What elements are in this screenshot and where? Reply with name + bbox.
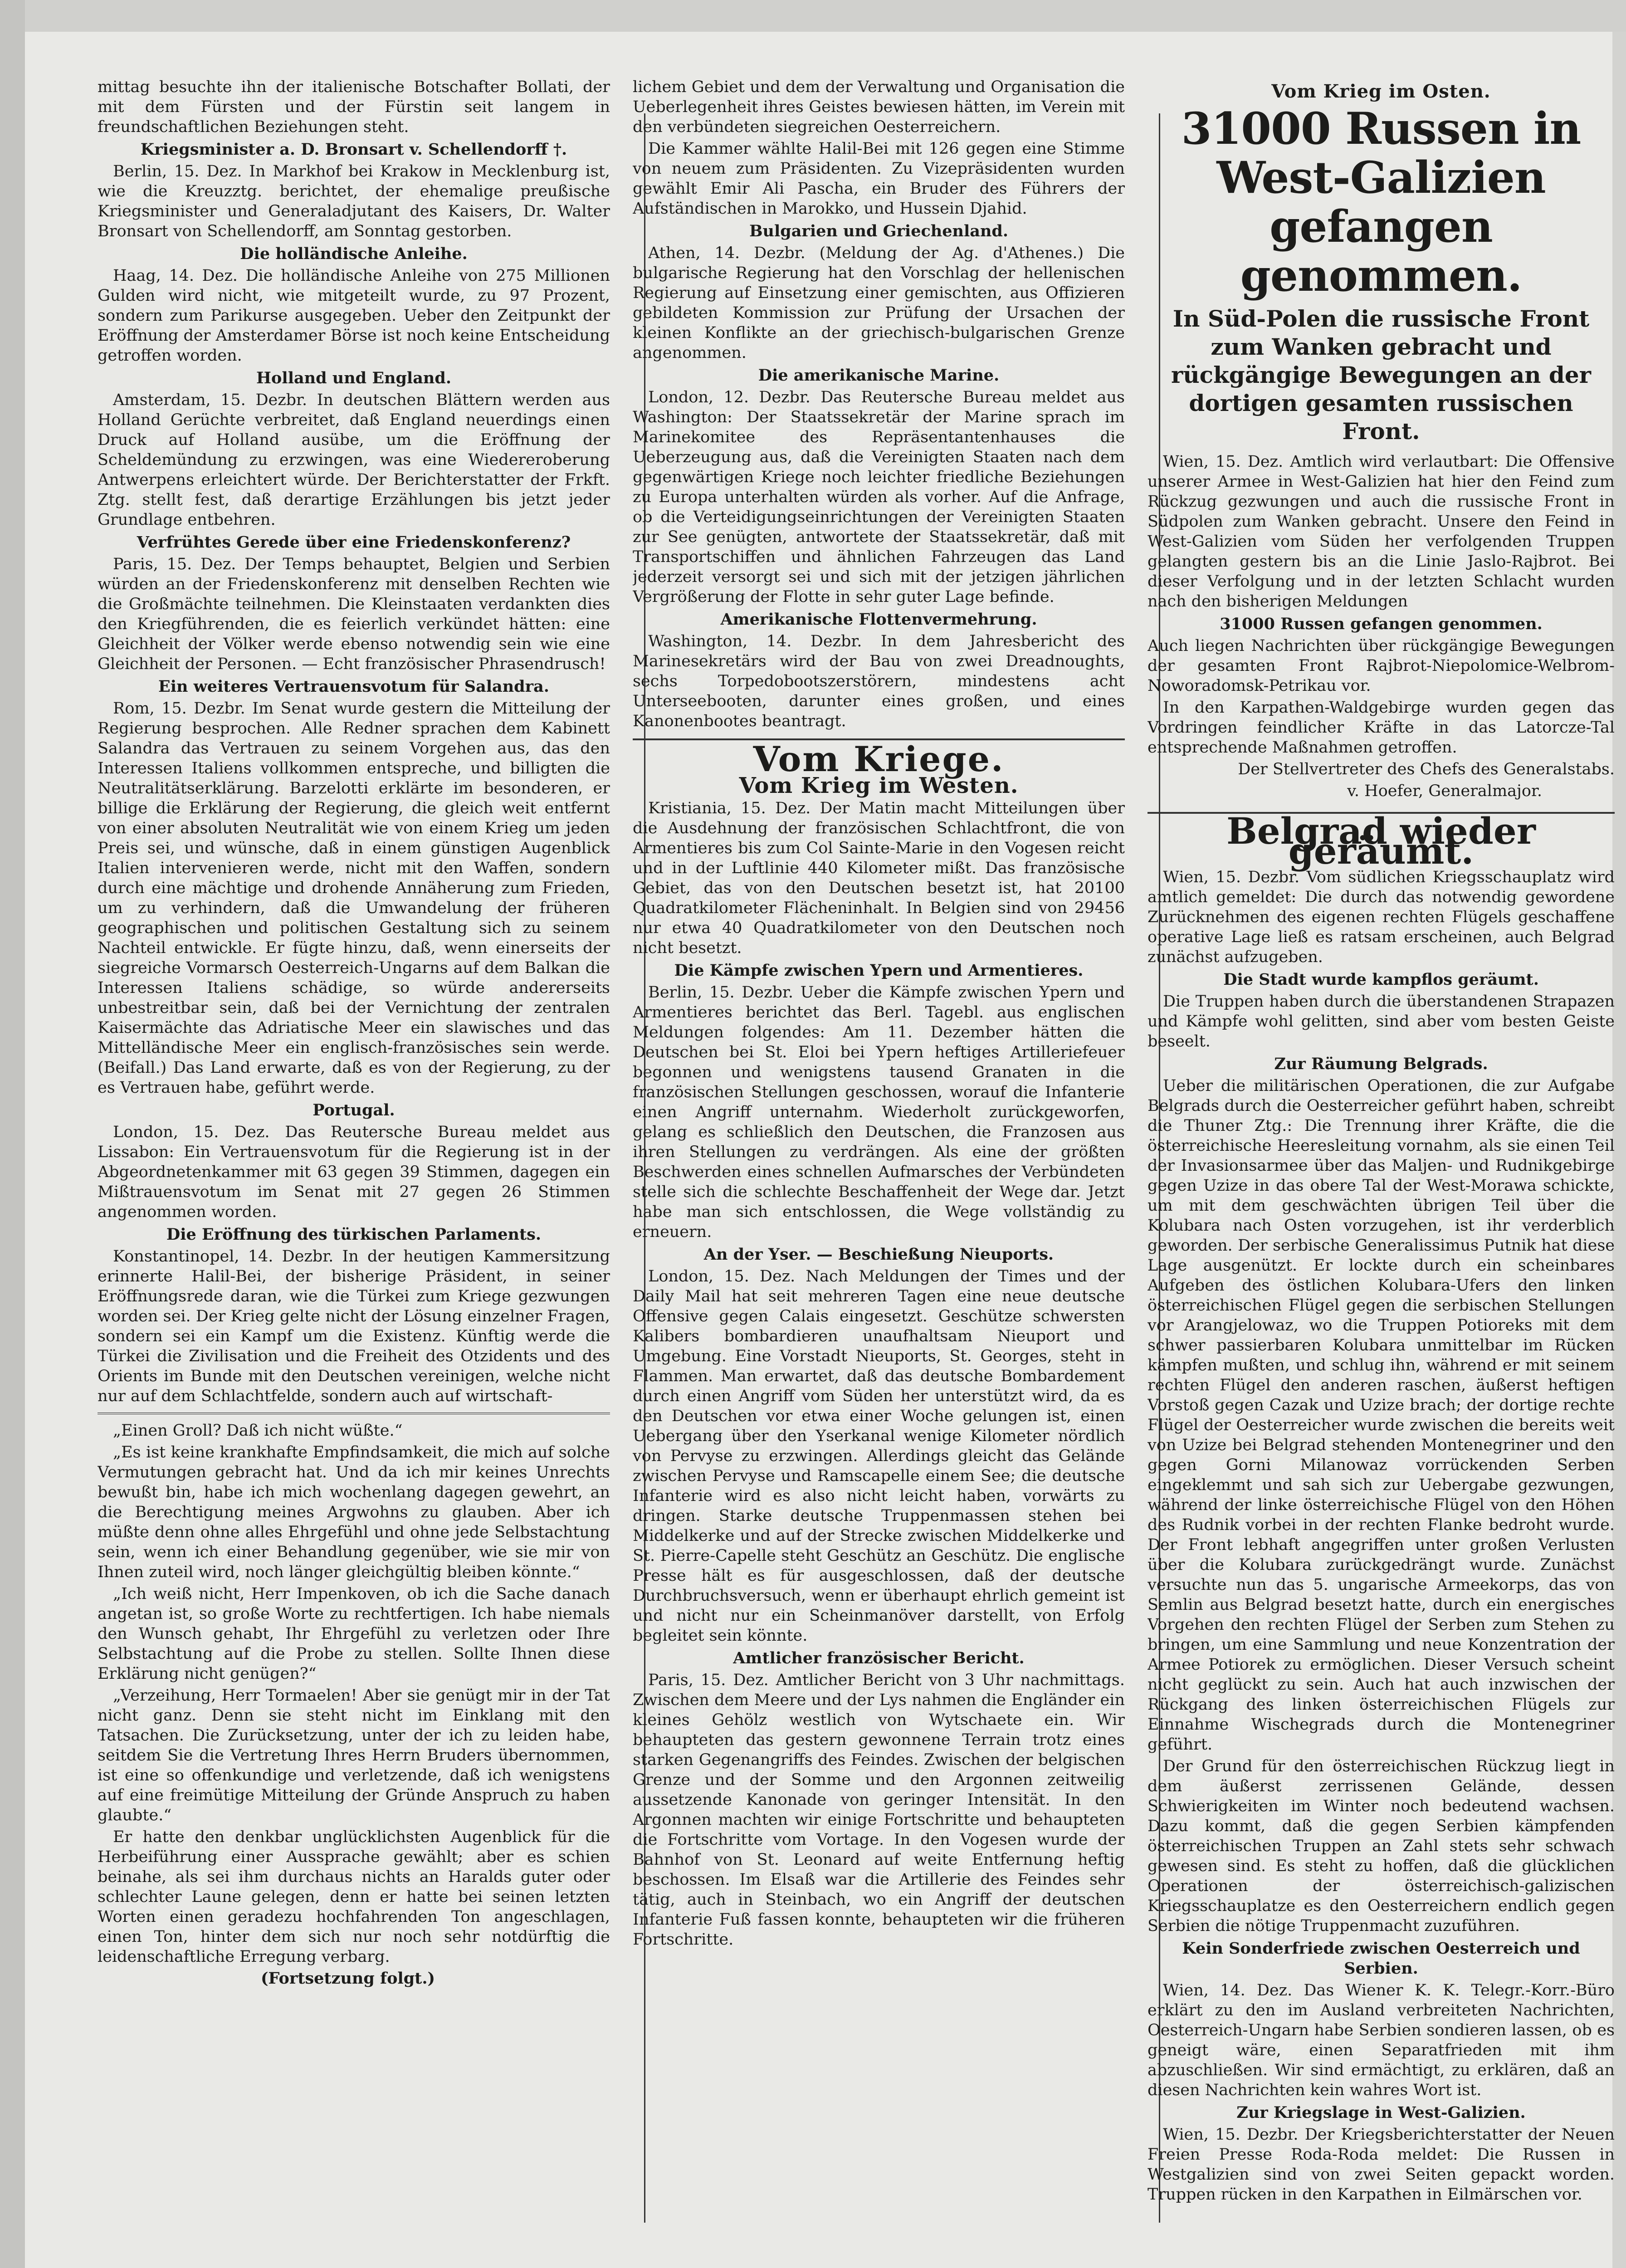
article-heading: Amerikanische Flottenvermehrung.: [720, 610, 1037, 629]
headline-subtitle: In Süd-Polen die russische Front zum Wanken gebracht und rückgängige Bewegungen an der dortigen gesamten russischen Front.: [1171, 305, 1592, 445]
article-text: Amsterdam, 15. Dezbr. In deutschen Blättern werden aus Holland Gerüchte verbreitet, daß England neuerdings einen Druck auf Holland ausübe, um die Eröffnung der Scheldemündung zu erzwingen, was eine Wiedereroberung Antwerpens erleichtert würde. Der Berichterstatter der Frkft. Ztg. stellt fest, daß derartige Erzählungen bis jetzt jeder Grundlage entbehren.: [98, 391, 610, 529]
column-1: [98, 77, 610, 2214]
article-text: Washington, 14. Dezbr. In dem Jahresbericht des Marinesekretärs wird der Bau von zwei Dreadnoughts, sechs Torpedobootszerstörern, mindestens acht Unterseebooten, darunter eines großen, und eines Kanonenbootes beantragt.: [633, 632, 1125, 730]
article-text: lichem Gebiet und dem der Verwaltung und Organisation die Ueberlegenheit ihres Geistes bewiesen hätten, im Verein mit den verbündeten siegreichen Oesterreichern.: [633, 78, 1125, 136]
feuilleton-text: Er hatte den denkbar unglücklichsten Augenblick für die Herbeiführung einer Aussprache gewählt; aber es schien beinahe, als sei ihm durchaus nichts an Haralds guter oder schlechter Laune gelegen, denn er hatte bei seinen letzten Worten einen geradezu hochfahrenden Ton angeschlagen, einen Ton, hinter dem sich nur noch sehr notdürftig die leidenschaftliche Erregung verbarg.: [98, 1828, 610, 1966]
article-text: Ueber die militärischen Operationen, die zur Aufgabe Belgrads durch die Oesterreicher geführt haben, schreibt die Thuner Ztg.: Die Trennung ihrer Kräfte, die die österreichische Heeresleitung vornahm, als sie einen Teil der Invasionsarmee über das Maljen- und Rudnikgebirge gegen Uzize in das obere Tal der West-Morawa schickte, um mit dem geschwächten übrigen Teil über die Kolubara nach Osten vorzugehen, ist ihr verderblich geworden. Der serbische Generalissimus Putnik hat diese Lage ausgenützt. Er lockte durch ein scheinbares Aufgeben des östlichen Kolubara-Ufers den linken österreichischen Flügel gegen die serbischen Stellungen vor Arangjelowaz, wo die Truppen Potioreks mit dem schwer passierbaren Kolubara unmittelbar im Rücken kämpfen mußten, und schlug ihn, während er mit seinem rechten Flügel den anderen raschen, äußerst heftigen Vorstoß gegen Cazak und Uzize brach; der dortige rechte Flügel der Oesterreicher wurde zwischen die bereits weit von Uzize bei Belgrad stehenden Montenegriner und den gegen Gorni Milanowaz vorrückenden Serben eingeklemmt und sah sich zur Uebergabe gezwungen, während der linke österreichische Flügel von den Höhen des Rudnik vorbei in der rechten Flanke bedroht wurde. Der Front lebhaft angegriffen unter großen Verlusten über die Kolubara zurückgedrängt wurde. Zunächst versuchte nun das 5. ungarische Armeekorps, das von Semlin aus Belgrad besetzt hatte, durch ein energisches Vorgehen den rechten Flügel der Serben zum Stehen zu bringen, um eine Sammlung und neue Konzentration der Armee Potiorek zu ermöglichen. Dieser Versuch scheint nicht geglückt zu sein. Auch hat auch inzwischen der Rückgang des linken österreichischen Flügels zur Einnahme Wischegrads durch die Montenegriner geführt.: [1147, 1077, 1615, 1754]
article-text: Konstantinopel, 14. Dezbr. In der heutigen Kammersitzung erinnerte Halil-Bei, der bisherige Präsident, in seiner Eröffnungsrede daran, wie die Türkei zum Kriege gezwungen worden sei. Der Krieg gelte nicht der Lösung einzelner Fragen, sondern sei ein Kampf um die Existenz. Künftig werde die Türkei die Zivilisation und die Freiheit des Otzidents und des Orients im Bunde mit den Deutschen vereinigen, welche nicht nur auf dem Schlachtfelde, sondern auch auf wirtschaft-: [98, 1247, 610, 1405]
article-text: Wien, 14. Dez. Das Wiener K. K. Telegr.-Korr.-Büro erklärt zu den im Ausland verbreiteten Nachrichten, Oesterreich-Ungarn habe Serbien sondieren lassen, ob es geneigt wäre, einen Separatfrieden mit ihm abzuschließen. Wir sind ermächtigt, zu erklären, daß an diesen Nachrichten kein wahres Wort ist.: [1147, 1981, 1615, 2099]
article-text: Auch liegen Nachrichten über rückgängige Bewegungen der gesamten Front Rajbrot-Niepolomice-Welbrom-Noworadomsk-Petrikau vor.: [1147, 637, 1615, 695]
article-text: Der Grund für den österreichischen Rückzug liegt in dem äußerst zerrissenen Gelände, dessen Schwierigkeiten im Winter noch bedeutend wachsen. Dazu kommt, daß die gegen Serbien kämpfenden österreichischen Truppen an Zahl stets sehr schwach gewesen sind. Es steht zu hoffen, daß die glücklichen Operationen der österreichisch-galizischen Kriegsschauplatze es den Oesterreichern endlich gegen Serbien die nötige Truppenmacht zuzuführen.: [1147, 1757, 1615, 1935]
article-heading: Amtlicher französischer Bericht.: [733, 1649, 1025, 1667]
article-text: Paris, 15. Dez. Amtlicher Bericht von 3 Uhr nachmittags. Zwischen dem Meere und der Lys nahmen die Engländer ein kleines Gehölz westlich von Wytschaete ein. Wir behaupteten das gestern gewonnene Terrain trotz eines starken Gegenangriffs des Feindes. Zwischen der belgischen Grenze und der Somme und den Argonnen zeitweilig aussetzende Kanonade von geringer Intensität. In den Argonnen machten wir einige Fortschritte und behaupteten die Fortschritte vom Vortage. In den Vogesen wurde der Bahnhof von St. Leonard auf weite Entfernung heftig beschossen. Im Elsaß war die Artillerie des Feindes sehr tätig, auch in Steinbach, wo ein Angriff der deutschen Infanterie Fuß fassen konnte, behaupteten wir die früheren Fortschritte.: [633, 1671, 1125, 1949]
section-title: Vom Kriege.: [753, 739, 1005, 779]
belgrad-headline: Belgrad wieder geräumt.: [1147, 812, 1615, 861]
signature-line: v. Hoefer, Generalmajor.: [1347, 782, 1542, 800]
article-heading: Verfrühtes Gerede über eine Friedenskonferenz?: [137, 533, 571, 552]
article-text: Die Truppen haben durch die überstandenen Strapazen und Kämpfe wohl gelitten, sind aber vom besten Geiste beseelt.: [1147, 992, 1615, 1051]
signature-line: Der Stellvertreter des Chefs des Generalstabs.: [1238, 760, 1615, 778]
scan-binding-edge: [0, 0, 25, 2268]
article-text: Wien, 15. Dezbr. Vom südlichen Kriegsschauplatz wird amtlich gemeldet: Die durch das notwendig gewordene Zurücknehmen des eigenen rechten Flügels geschaffene operative Lage ließ es ratsam erscheinen, auch Belgrad zunächst aufzugeben.: [1147, 868, 1615, 966]
feuilleton-text: „Es ist keine krankhafte Empfindsamkeit, die mich auf solche Vermutungen gebracht hat. Und da ich mir keines Unrechts bewußt bin, habe ich mich wochenlang dagegen gewehrt, an die Berechtigung meines Argwohns zu glauben. Aber ich müßte denn ohne alles Ehrgefühl und ohne jede Selbstachtung sein, wenn ich einer Behandlung gegenüber, wie sie mir von Ihnen zuteil wird, noch länger gleichgültig bleiben könnte.“: [98, 1443, 610, 1581]
article-heading: Zur Räumung Belgrads.: [1274, 1055, 1488, 1073]
article-text: London, 15. Dez. Das Reutersche Bureau meldet aus Lissabon: Ein Vertrauensvotum für die Regierung ist in der Abgeordnetenkammer mit 63 gegen 39 Stimmen, dagegen ein Mißtrauensvotum im Senat mit 27 gegen 26 Stimmen angenommen worden.: [98, 1123, 610, 1221]
article-text: In den Karpathen-Waldgebirge wurden gegen das Vordringen feindlicher Kräfte in das Latorcze-Tal entsprechende Maßnahmen getroffen.: [1147, 699, 1615, 757]
feuilleton-divider: [98, 1413, 610, 1414]
section-subtitle: Vom Krieg im Westen.: [739, 773, 1019, 798]
feuilleton-text: „Verzeihung, Herr Tormaelen! Aber sie genügt mir in der Tat nicht ganz. Denn sie steht nicht im Einklang mit den Tatsachen. Die Zurücksetzung, unter der ich zu leiden habe, seitdem Sie die Vertretung Ihres Herrn Bruders übernommen, ist eine so offenkundige und verletzende, daß ich wenigstens auf eine freimütige Mitteilung der Gründe Anspruch zu haben glaubte.“: [98, 1686, 610, 1824]
article-text: Paris, 15. Dez. Der Temps behauptet, Belgien und Serbien würden an der Friedenskonferenz mit denselben Rechten wie die Großmächte teilnehmen. Die Kleinstaaten verdankten dies den Kriegführenden, die es feierlich verkündet hätten: eine Gleichheit der Völker werde ebenso notwendig sein wie eine Gleichheit der Personen. — Echt französischer Phrasendrusch!: [98, 555, 610, 673]
article-text: Athen, 14. Dezbr. (Meldung der Ag. d'Athenes.) Die bulgarische Regierung hat den Vorschlag der hellenischen Regierung auf Einsetzung einer gemischten, aus Offizieren gebildeten Kommission zur Prüfung der Ursachen der kleinen Konflikte an der griechisch-bulgarischen Grenze angenommen.: [633, 244, 1125, 362]
feuilleton-text: „Ich weiß nicht, Herr Impenkoven, ob ich die Sache danach angetan ist, so große Worte zu rechtfertigen. Ich habe niemals den Wunsch gehabt, Ihr Ehrgefühl zu verletzen oder Ihre Selbstachtung auf die Probe zu stellen. Sollte Ihnen diese Erklärung nicht genügen?“: [98, 1585, 610, 1683]
column-3: [1147, 77, 1615, 2214]
article-text: Haag, 14. Dez. Die holländische Anleihe von 275 Millionen Gulden wird nicht, wie mitgeteilt wurde, zu 97 Prozent, sondern zum Parikurse ausgegeben. Ueber den Zeitpunkt der Eröffnung der Amsterdamer Börse ist noch keine Entscheidung getroffen worden.: [98, 267, 610, 365]
article-heading: Zur Kriegslage in West-Galizien.: [1236, 2103, 1526, 2122]
article-text: London, 15. Dez. Nach Meldungen der Times und der Daily Mail hat seit mehreren Tagen eine neue deutsche Offensive gegen Calais eingesetzt. Geschütze schwersten Kalibers bombardieren unaufhaltsam Nieuport und Umgebung. Eine Vorstadt Nieuports, St. Georges, steht in Flammen. Man erwartet, daß das deutsche Bombardement durch einen Angriff vom Süden her unterstützt wird, da es den Deutschen vor etwa einer Woche gelungen ist, einen Uebergang über den Yserkanal wenige Kilometer nördlich von Pervyse zu erzwingen. Allerdings gleicht das Gelände zwischen Pervyse und Ramscapelle einem See; die deutsche Infanterie wird es also nicht leicht haben, vorwärts zu dringen. Starke deutsche Truppenmassen stehen bei Middelkerke und auf der Strecke zwischen Middelkerke und St. Pierre-Capelle steht Geschütz an Geschütz. Die englische Presse hält es für ausgeschlossen, daß der deutsche Durchbruchsversuch, wenn er überhaupt ehrlich gemeint ist und nicht nur ein Scheinmanöver darstellt, von Erfolg begleitet sein könnte.: [633, 1267, 1125, 1645]
article-text: London, 12. Dezbr. Das Reutersche Bureau meldet aus Washington: Der Staatssekretär der Marine sprach im Marinekomitee des Repräsentantenhauses die Ueberzeugung aus, daß die Vereinigten Staaten nach dem gegenwärtigen Kriege noch leichter friedliche Beziehungen zu Europa unterhalten würden als vorher. Auf die Anfrage, ob die Verteidigungseinrichtungen der Vereinigten Staaten zur See genügten, antwortete der Staatssekretär, daß mit Transportschiffen und ähnlichen Fahrzeugen das Land jederzeit versorgt sei und sich mit der jetzigen jährlichen Vergrößerung der Flotte in sehr guter Lage befinde.: [633, 388, 1125, 606]
feuilleton-text: „Einen Groll? Daß ich nicht wüßte.“: [113, 1422, 403, 1440]
scan-top-margin: [0, 0, 1626, 32]
section-subtitle: Vom Krieg im Osten.: [1271, 81, 1491, 102]
article-heading: Die Eröffnung des türkischen Parlaments.: [166, 1225, 542, 1244]
column-2: [633, 77, 1125, 2214]
article-heading: 31000 Russen gefangen genommen.: [1220, 615, 1543, 633]
continuation-note: (Fortsetzung folgt.): [261, 1969, 435, 1988]
article-heading: Bulgarien und Griechenland.: [749, 222, 1009, 240]
article-heading: Die amerikanische Marine.: [758, 366, 1000, 385]
article-text: Rom, 15. Dezbr. Im Senat wurde gestern die Mitteilung der Regierung besprochen. Alle Redner sprachen dem Kabinett Salandra das Vertrauen zu seinem Vorgehen aus, das den Interessen Italiens vollkommen entspreche, und billigten die Neutralitätserklärung. Barzelotti erklärte im besonderen, er billige die Erklärung der Regierung, die gleich weit entfernt von einer absoluten Neutralität wie von einem Krieg um jeden Preis sei, und wünsche, daß in einem günstigen Augenblick Italien intervenieren werde, nicht mit den Waffen, sondern durch eine mächtige und drohende Annäherung zum Frieden, um zu verhindern, daß die Umwandelung der früheren geographischen und politischen Gestaltung sich zu seinem Nachteil entwickle. Er fügte hinzu, daß, wenn einerseits der siegreiche Vormarsch Oesterreich-Ungarns auf dem Balkan die Interessen Italiens schädige, so würde andererseits unbestreitbar sein, daß bei der Vernichtung der zentralen Kaisermächte das Adriatische Meer ein slawisches und das Mittelländische Meer ein englisch-französisches sein werde. (Beifall.) Das Land erwarte, daß es von der Regierung, zu der es Vertrauen habe, geführt werde.: [98, 699, 610, 1097]
article-heading: Kriegsminister a. D. Bronsart v. Schellendorff †.: [140, 140, 567, 159]
article-text: Wien, 15. Dezbr. Der Kriegsberichterstatter der Neuen Freien Presse Roda-Roda meldet: Die Russen in Westgalizien sind von zwei Seiten gepackt worden. Truppen rücken in den Karpathen in Eilmärschen vor.: [1147, 2126, 1615, 2204]
article-heading: Die Kämpfe zwischen Ypern und Armentieres.: [674, 961, 1084, 980]
main-headline: 31000 Russen in West-Galizien gefangen genommen.: [1181, 103, 1581, 301]
article-heading: Kein Sonderfriede zwischen Oesterreich und Serbien.: [1182, 1939, 1580, 1978]
article-text: Die Kammer wählte Halil-Bei mit 126 gegen eine Stimme von neuem zum Präsidenten. Zu Vizepräsidenten wurden gewählt Emir Ali Pascha, ein Bruder des Führers der Aufständischen in Marokko, und Hussein Djahid.: [633, 140, 1125, 218]
article-text: mittag besuchte ihn der italienische Botschafter Bollati, der mit dem Fürsten und der Fürstin seit langem in freundschaftlichen Beziehungen steht.: [98, 78, 610, 136]
article-heading: Portugal.: [313, 1101, 395, 1119]
article-text: Berlin, 15. Dez. In Markhof bei Krakow in Mecklenburg ist, wie die Kreuzztg. berichtet, der ehemalige preußische Kriegsminister und Generaladjutant des Kaisers, Dr. Walter Bronsart von Schellendorff, am Sonntag gestorben.: [98, 162, 610, 240]
article-heading: Die Stadt wurde kampflos geräumt.: [1223, 970, 1539, 989]
article-text: Kristiania, 15. Dez. Der Matin macht Mitteilungen über die Ausdehnung der französischen Schlachtfront, die von Armentieres bis zum Col Sainte-Marie in den Vogesen reicht und in der Luftlinie 440 Kilometer mißt. Das französische Gebiet, das von den Deutschen besetzt ist, hat 20100 Quadratkilometer Flächeninhalt. In Belgien sind von 29456 nur etwa 40 Quadratkilometer von den Deutschen noch nicht besetzt.: [633, 799, 1125, 957]
article-text: Berlin, 15. Dezbr. Ueber die Kämpfe zwischen Ypern und Armentieres berichtet das Berl. Tagebl. aus englischen Meldungen folgendes: Am 11. Dezember hätten die Deutschen bei St. Eloi bei Ypern heftiges Artilleriefeuer begonnen und wenigstens tausend Granaten in die französischen Stellungen geschossen, worauf die Infanterie einen Angriff unternahm. Wiederholt zurückgeworfen, gelang es schließlich den Deutschen, die Franzosen aus ihren Stellungen zu verdrängen. Als eine der größten Beschwerden eines schnellen Aufmarsches der Verbündeten stelle sich die schlechte Beschaffenheit der Wege dar. Jetzt habe man sich entschlossen, die Wege vollständig zu erneuern.: [633, 983, 1125, 1241]
article-heading: Die holländische Anleihe.: [240, 244, 468, 263]
article-heading: An der Yser. — Beschießung Nieuports.: [703, 1245, 1054, 1264]
article-heading: Ein weiteres Vertrauensvotum für Salandra.: [158, 677, 549, 696]
article-text: Wien, 15. Dez. Amtlich wird verlautbart: Die Offensive unserer Armee in West-Galizien hat hier den Feind zum Rückzug gezwungen und auch die russische Front in Südpolen zum Wanken gebracht. Unsere den Feind in West-Galizien vom Süden her verfolgenden Truppen gelangten gestern bis an die Linie Jaslo-Rajbrot. Bei dieser Verfolgung und in der letzten Schlacht wurden nach den bisherigen Meldungen: [1147, 453, 1615, 611]
article-heading: Holland und England.: [256, 369, 451, 387]
